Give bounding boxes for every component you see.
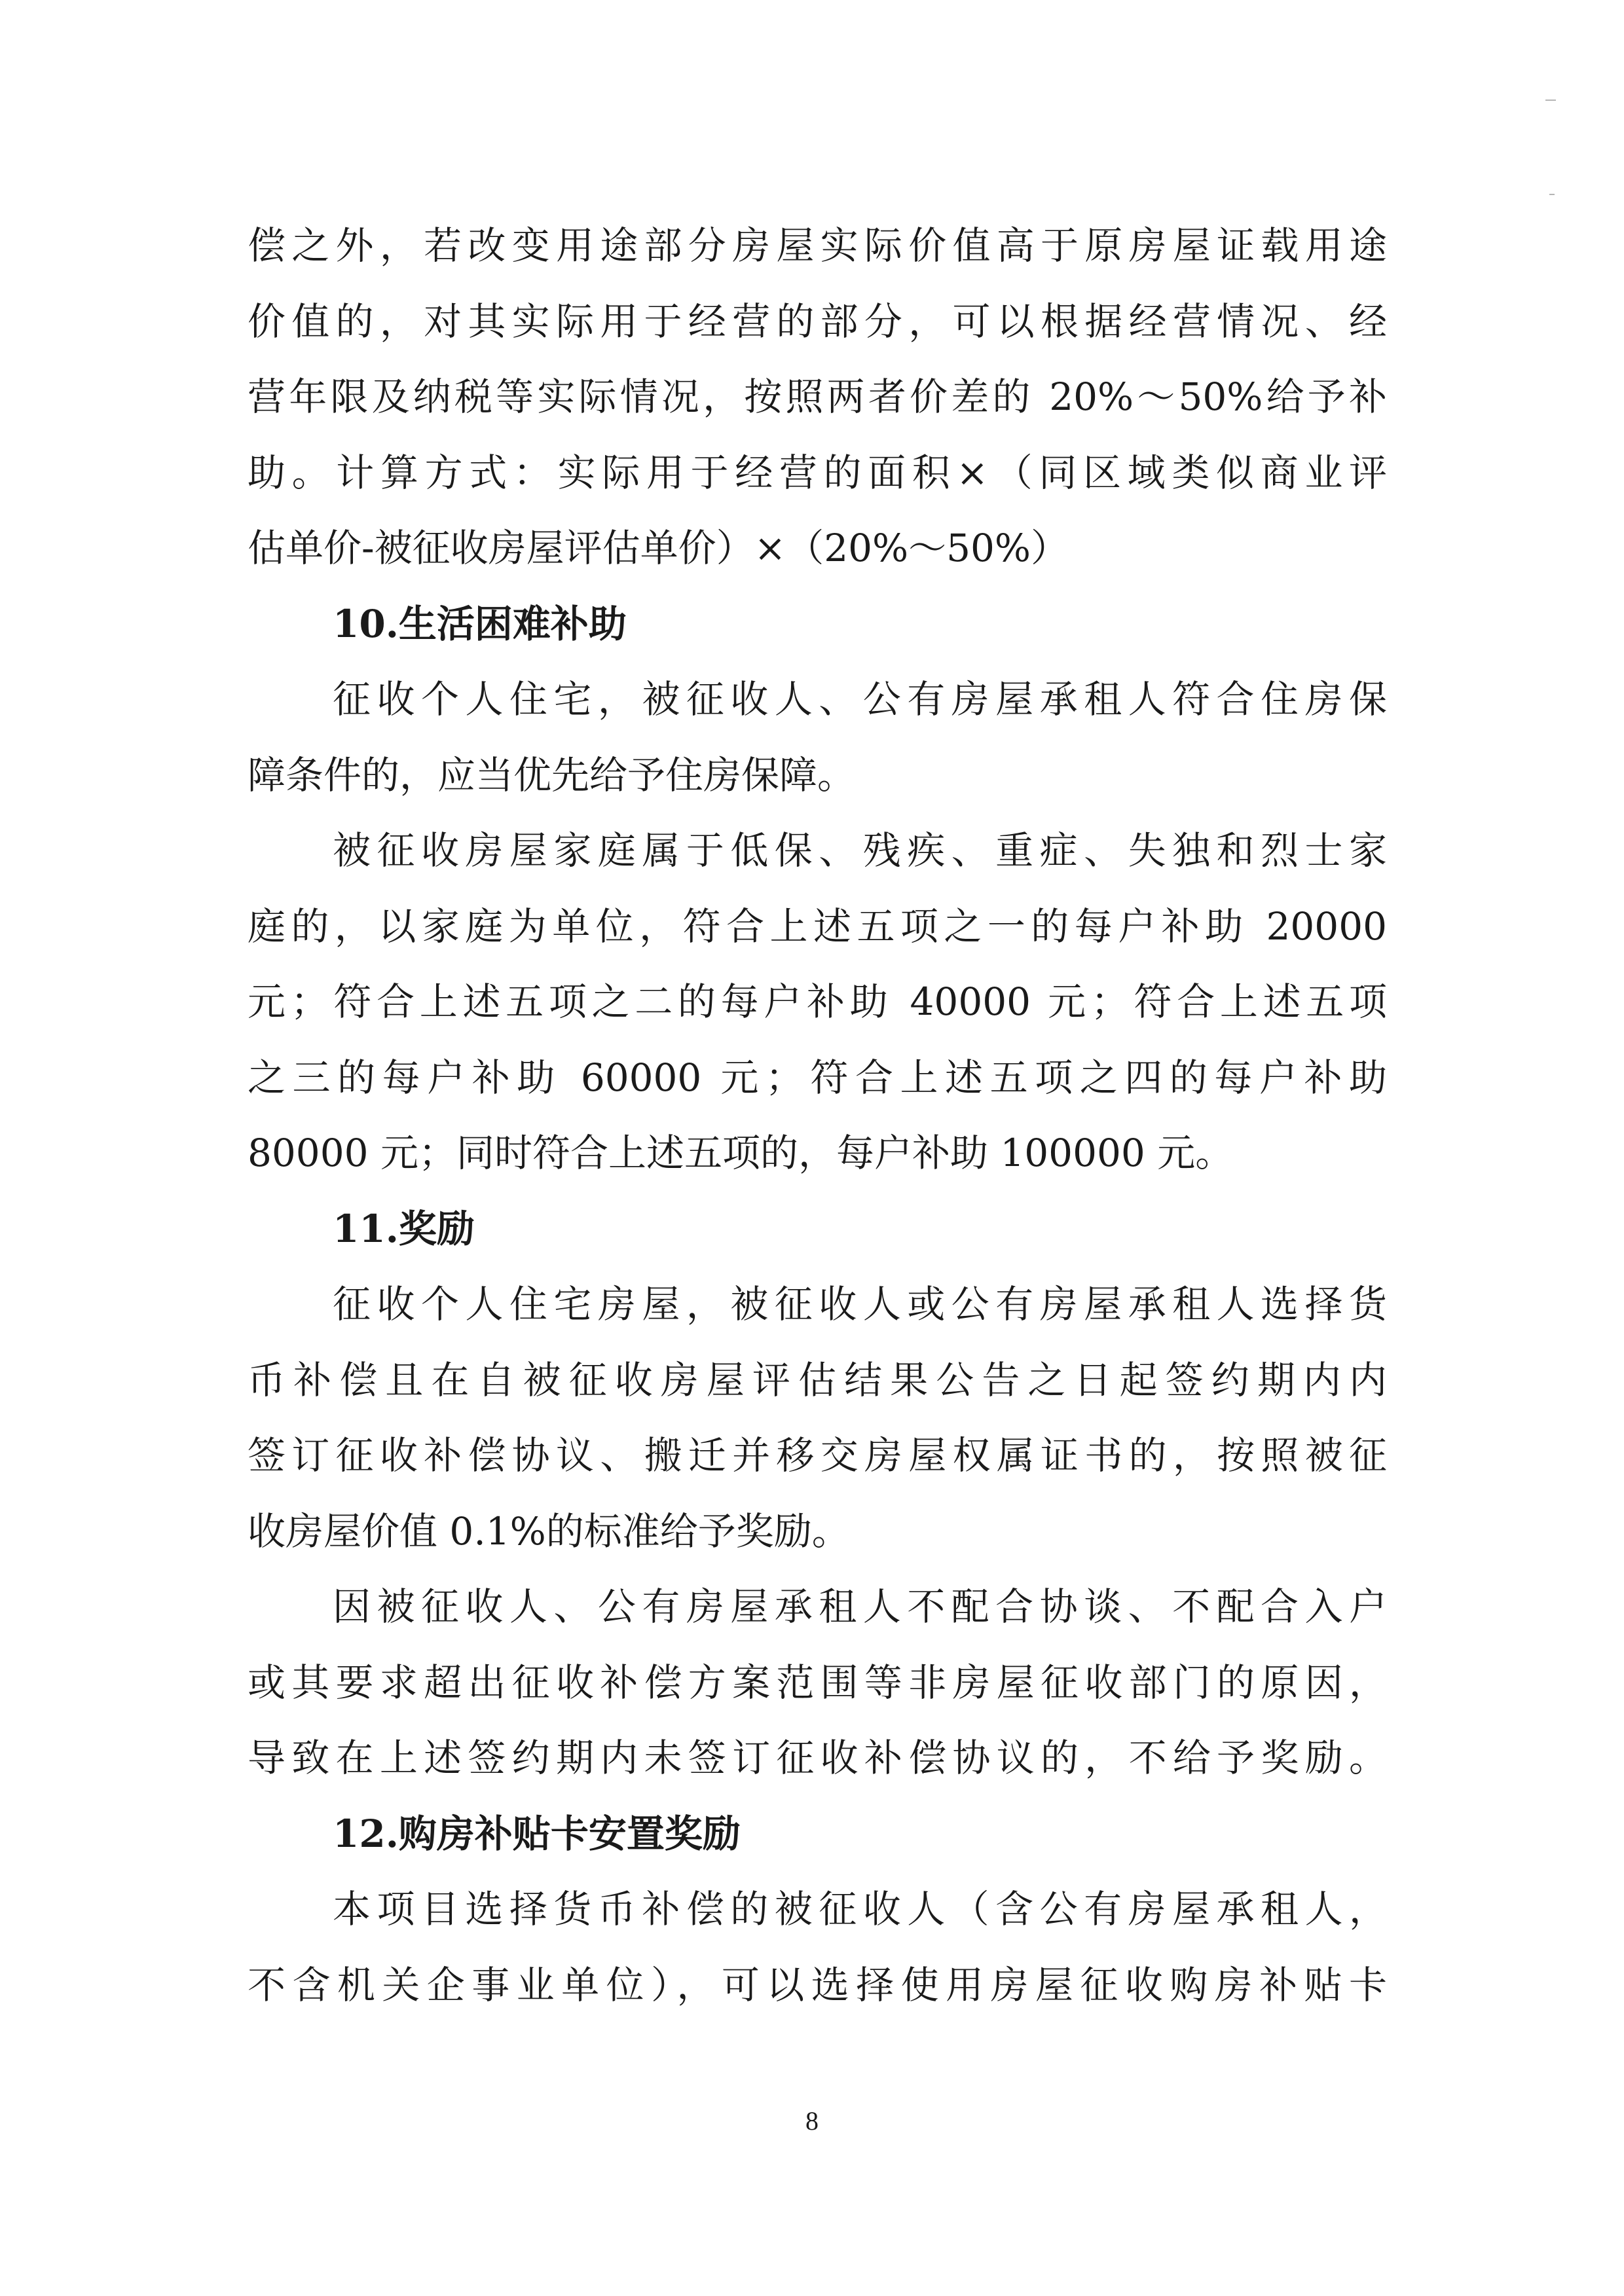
body-line: 因被征收人、公有房屋承租人不配合协谈、不配合入户	[333, 1584, 1387, 1629]
body-line: 不含机关企事业单位），可以选择使用房屋征收购房补贴卡	[248, 1962, 1387, 2007]
document-body	[248, 208, 1387, 2023]
body-line: 庭的，以家庭为单位，符合上述五项之一的每户补助 20000	[248, 903, 1387, 949]
body-line: 障条件的，应当优先给予住房保障。	[248, 752, 856, 797]
body-line: 导致在上述签约期内未签订征收补偿协议的，不给予奖励。	[248, 1736, 1387, 1780]
body-line: 或其要求超出征收补偿方案范围等非房屋征收部门的原因，	[248, 1660, 1387, 1705]
body-line: 80000 元；同时符合上述五项的，每户补助 100000 元。	[248, 1131, 1234, 1175]
body-line: 本项目选择货币补偿的被征收人（含公有房屋承租人，	[333, 1887, 1387, 1931]
body-line: 之三的每户补助 60000 元；符合上述五项之四的每户补助	[248, 1055, 1387, 1100]
body-line: 征收个人住宅房屋，被征收人或公有房屋承租人选择货	[333, 1282, 1387, 1326]
body-line: 助。计算方式：实际用于经营的面积×（同区域类似商业评	[248, 450, 1387, 495]
body-line: 元；符合上述五项之二的每户补助 40000 元；符合上述五项	[248, 979, 1387, 1024]
body-line: 征收个人住宅，被征收人、公有房屋承租人符合住房保	[333, 677, 1387, 721]
scan-artifact	[1545, 100, 1556, 101]
body-line: 被征收房屋家庭属于低保、残疾、重症、失独和烈士家	[333, 828, 1387, 873]
body-line: 签订征收补偿协议、搬迁并移交房屋权属证书的，按照被征	[248, 1433, 1387, 1478]
scan-artifact	[1549, 194, 1555, 195]
section-heading-11: 11.奖励	[333, 1206, 475, 1251]
body-line: 价值的，对其实际用于经营的部分，可以根据经营情况、经	[248, 299, 1387, 344]
body-line: 收房屋价值 0.1%的标准给予奖励。	[248, 1508, 850, 1554]
page-number: 8	[805, 2106, 819, 2136]
body-line: 估单价-被征收房屋评估单价）×（20%～50%）	[248, 526, 1069, 570]
body-line: 营年限及纳税等实际情况，按照两者价差的 20%～50%给予补	[248, 374, 1387, 419]
body-line: 币补偿且在自被征收房屋评估结果公告之日起签约期内内	[248, 1357, 1387, 1402]
body-line: 偿之外，若改变用途部分房屋实际价值高于原房屋证载用途	[248, 223, 1387, 268]
section-heading-10: 10.生活困难补助	[333, 601, 627, 646]
section-heading-12: 12.购房补贴卡安置奖励	[333, 1811, 741, 1856]
